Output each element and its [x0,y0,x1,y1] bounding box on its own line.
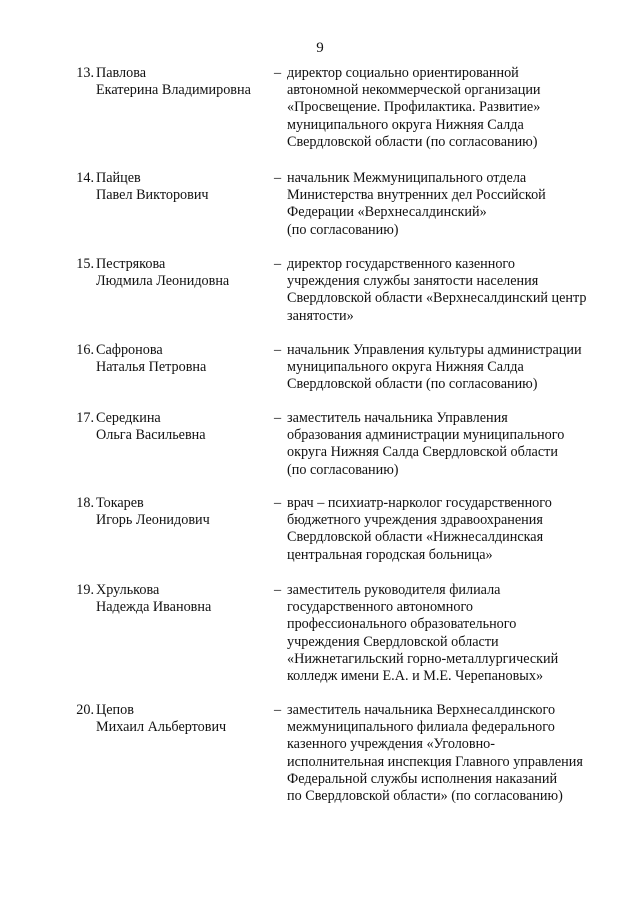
description-line: учреждения Свердловской области [287,633,499,650]
person-surname: Середкина [96,410,161,426]
description-line: начальник Управления культуры администрации [287,342,582,358]
description-line: муниципального округа Нижняя Салда [287,359,524,376]
person-given-names: Михаил Альбертович [96,719,227,736]
person-name [96,342,276,376]
person-name [96,702,276,736]
dash-separator: – [274,65,282,81]
person-given-names: Павел Викторович [96,187,209,204]
dash-separator: – [274,582,282,598]
description-line: заместитель руководителя филиала [287,582,501,598]
description-line: центральная городская больница» [287,546,493,563]
person-name [96,410,276,444]
dash-separator: – [274,256,282,272]
item-number: 18. [76,495,94,511]
position-description [287,582,617,685]
description-line: колледж имени Е.А. и М.Е. Черепановых» [287,668,544,685]
description-line: Свердловской области «Нижнесалдинская [287,529,544,546]
description-line: по Свердловской области» (по согласованию) [287,788,563,805]
person-given-names: Надежда Ивановна [96,599,212,616]
description-line: Свердловской области (по согласованию) [287,133,538,150]
page-number: 9 [316,40,324,56]
item-number: 19. [76,582,94,598]
description-line: Федерации «Верхнесалдинский» [287,204,487,221]
position-description [287,342,617,394]
description-line: межмуниципального филиала федерального [287,719,555,736]
description-line: исполнительная инспекция Главного управления [287,753,583,770]
description-line: Свердловской области (по согласованию) [287,376,538,393]
person-name [96,582,276,616]
person-given-names: Екатерина Владимировна [96,82,251,99]
description-line: директор социально ориентированной [287,65,519,81]
person-name [96,495,276,529]
dash-separator: – [274,170,282,186]
item-number: 17. [76,410,94,426]
item-number: 20. [76,702,94,718]
person-surname: Павлова [96,65,147,81]
dash-separator: – [274,495,282,511]
description-line: автономной некоммерческой организации [287,82,541,99]
description-line: округа Нижняя Салда Свердловской области [287,444,558,461]
person-surname: Сафронова [96,342,163,358]
description-line: бюджетного учреждения здравоохранения [287,512,543,529]
person-surname: Хрулькова [96,582,160,598]
position-description [287,170,617,239]
description-line: заместитель начальника Управления [287,410,508,426]
person-given-names: Наталья Петровна [96,359,207,376]
position-description [287,256,617,325]
person-surname: Пайцев [96,170,141,186]
position-description [287,495,617,564]
person-name [96,65,276,99]
person-surname: Токарев [96,495,144,511]
description-line: образования администрации муниципального [287,427,565,444]
person-given-names: Ольга Васильевна [96,427,206,444]
person-given-names: Игорь Леонидович [96,512,210,529]
description-line: Свердловской области «Верхнесалдинский центр [287,290,587,307]
description-line: государственного автономного [287,599,474,616]
item-number: 15. [76,256,94,272]
person-surname: Пестрякова [96,256,166,272]
description-line: казенного учреждения «Уголовно- [287,736,496,753]
description-line: заместитель начальника Верхнесалдинского [287,702,556,718]
dash-separator: – [274,410,282,426]
description-line: учреждения службы занятости населения [287,273,539,290]
description-line: (по согласованию) [287,221,399,238]
description-line: начальник Межмуниципального отдела [287,170,527,186]
person-name [96,256,276,290]
description-line: «Нижнетагильский горно-металлургический [287,650,559,667]
item-number: 13. [76,65,94,81]
description-line: (по согласованию) [287,461,399,478]
item-number: 16. [76,342,94,358]
description-line: Федеральной службы исполнения наказаний [287,770,558,787]
dash-separator: – [274,702,282,718]
description-line: «Просвещение. Профилактика. Развитие» [287,99,541,116]
item-number: 14. [76,170,94,186]
person-name [96,170,276,204]
position-description [287,702,617,805]
position-description [287,410,617,479]
person-surname: Цепов [96,702,134,718]
person-given-names: Людмила Леонидовна [96,273,230,290]
description-line: директор государственного казенного [287,256,515,272]
description-line: врач – психиатр-нарколог государственного [287,495,552,511]
dash-separator: – [274,342,282,358]
description-line: профессионального образовательного [287,616,517,633]
description-line: муниципального округа Нижняя Салда [287,116,524,133]
description-line: Министерства внутренних дел Российской [287,187,546,204]
position-description [287,65,617,151]
description-line: занятости» [287,307,354,324]
